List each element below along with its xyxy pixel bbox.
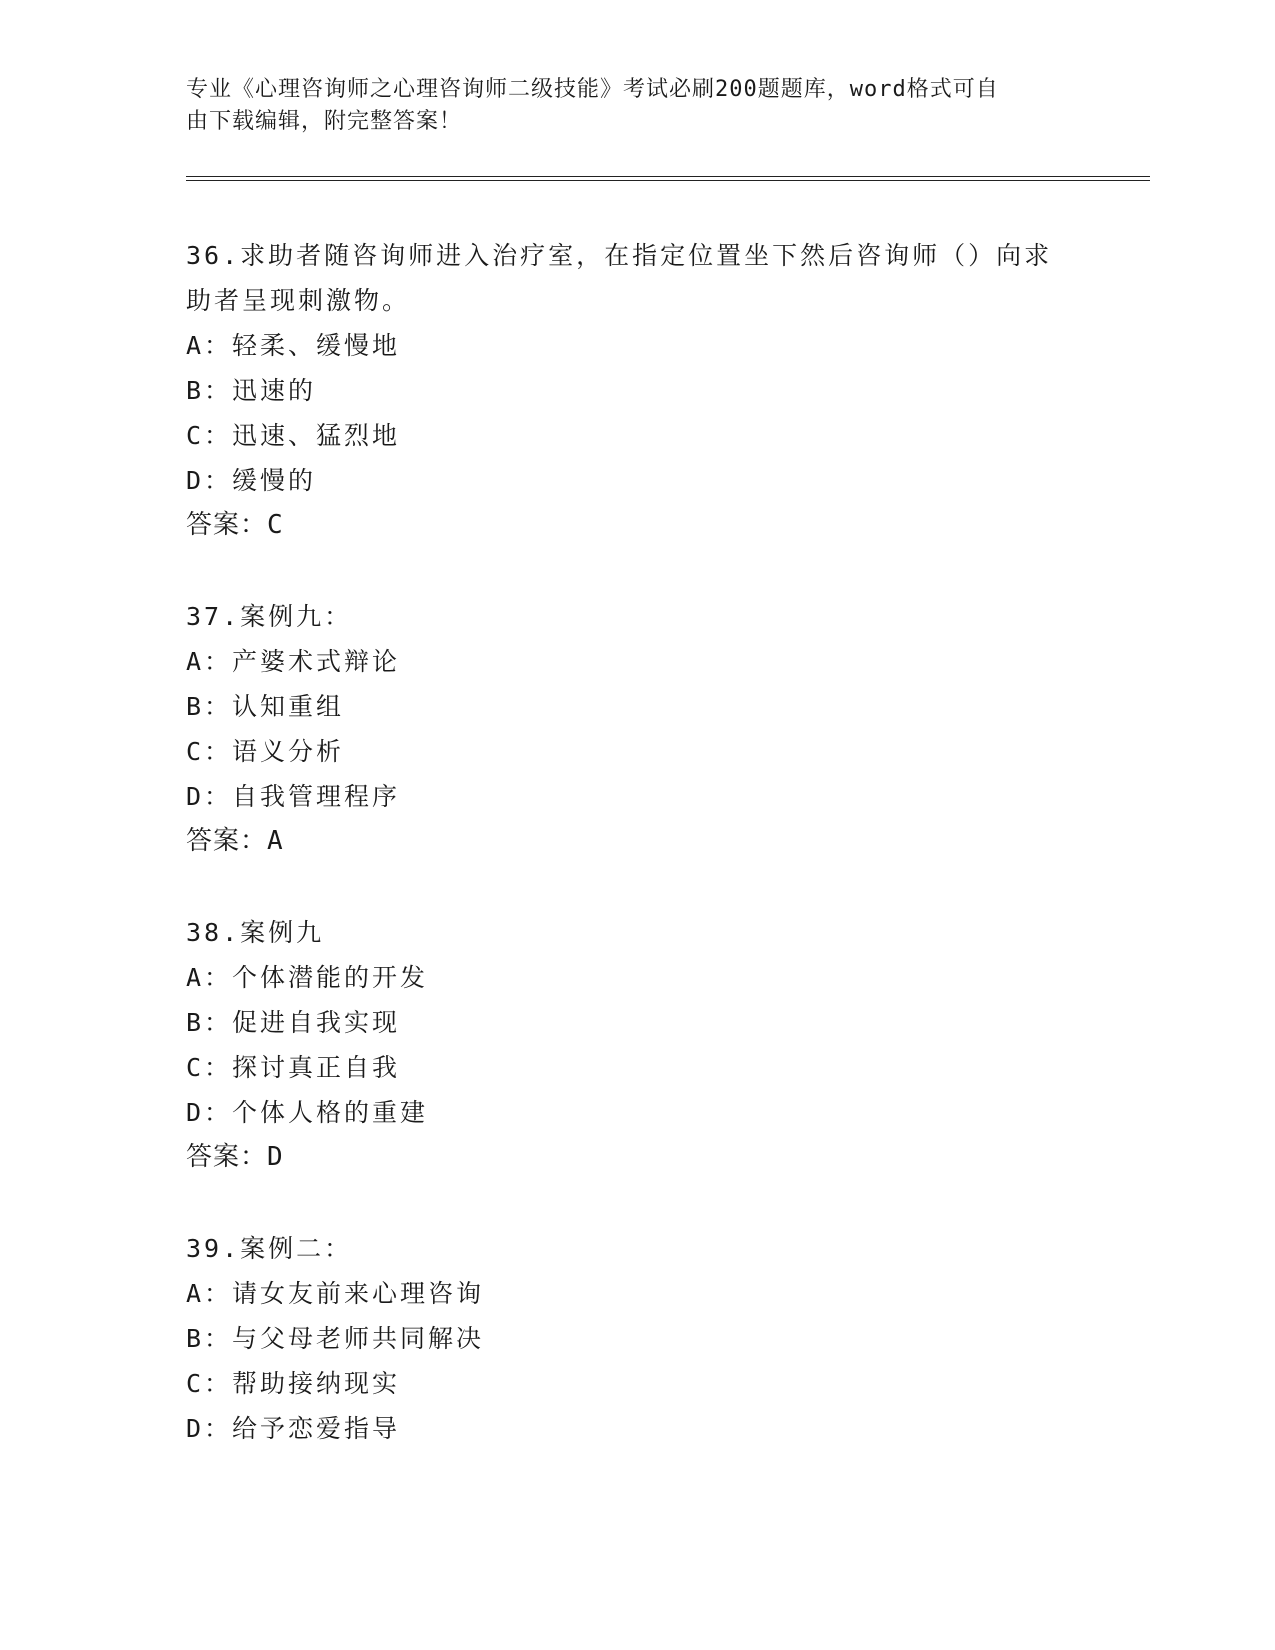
question-38: [186, 910, 1086, 1180]
answer-line: 答案：A: [186, 826, 284, 856]
option-a: A：请女友前来心理咨询: [186, 1279, 485, 1308]
answer-line: 答案：D: [186, 1142, 284, 1172]
option-a: A：轻柔、缓慢地: [186, 331, 401, 360]
question-list: [186, 233, 1086, 1497]
option-c: C：探讨真正自我: [186, 1053, 401, 1082]
question-stem: 37.案例九：: [186, 602, 353, 631]
answer-line: 答案：C: [186, 510, 284, 540]
option-b: B：迅速的: [186, 376, 317, 405]
option-a: A：产婆术式辩论: [186, 647, 401, 676]
header-line-2: 由下载编辑，附完整答案！: [186, 109, 463, 134]
question-stem: 36.求助者随咨询师进入治疗室，在指定位置坐下然后咨询师（）向求助者呈现刺激物。: [186, 241, 1053, 315]
question-39: [186, 1226, 1086, 1451]
option-c: C：帮助接纳现实: [186, 1369, 401, 1398]
option-b: B：促进自我实现: [186, 1008, 401, 1037]
option-c: C：迅速、猛烈地: [186, 421, 401, 450]
option-c: C：语义分析: [186, 737, 345, 766]
question-37: [186, 594, 1086, 864]
header-line-1: 专业《心理咨询师之心理咨询师二级技能》考试必刷200题题库，word格式可自: [186, 77, 999, 102]
option-b: B：认知重组: [186, 692, 345, 721]
option-d: D：个体人格的重建: [186, 1098, 429, 1127]
option-a: A：个体潜能的开发: [186, 963, 429, 992]
question-stem: 39.案例二：: [186, 1234, 353, 1263]
option-d: D：缓慢的: [186, 466, 317, 495]
question-36: [186, 233, 1086, 548]
option-d: D：给予恋爱指导: [186, 1414, 401, 1443]
header-double-rule: [186, 176, 1150, 181]
question-stem: 38.案例九: [186, 918, 325, 947]
option-b: B：与父母老师共同解决: [186, 1324, 485, 1353]
option-d: D：自我管理程序: [186, 782, 401, 811]
document-header: [186, 74, 1066, 138]
